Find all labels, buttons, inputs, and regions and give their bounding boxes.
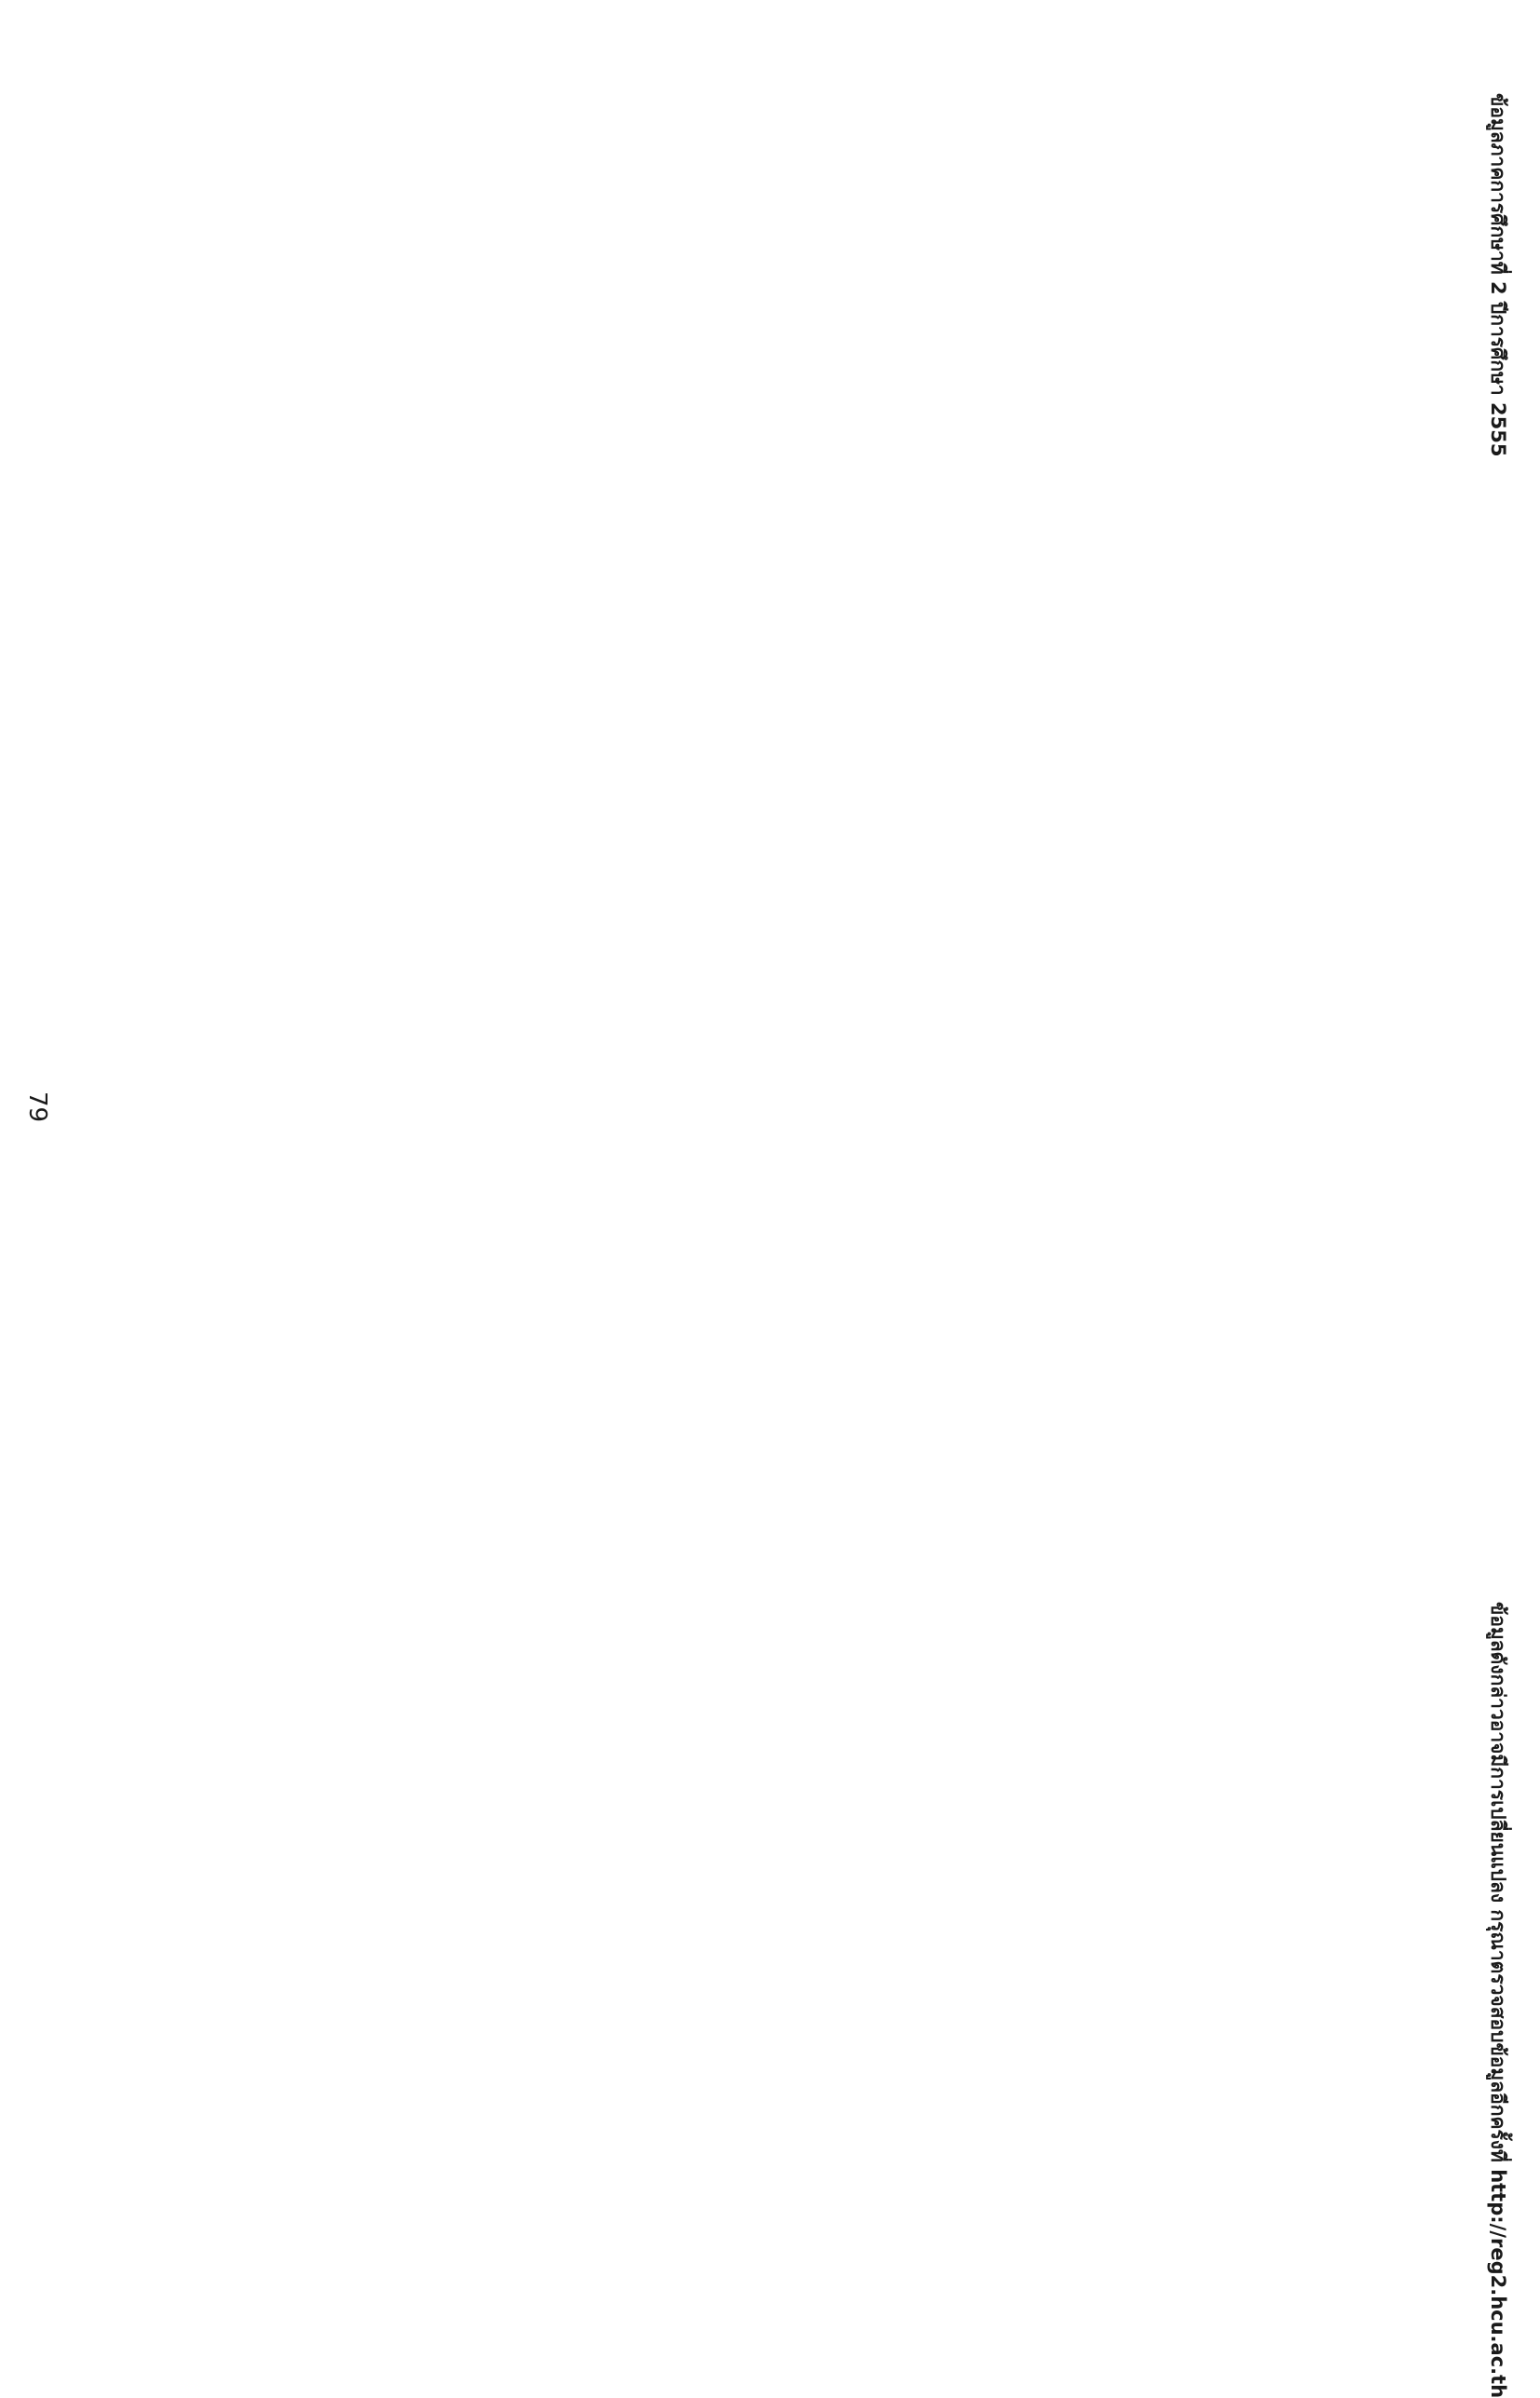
page-footer: ข้อมูลดังกล่าวอาจมีการเปลี่ยนแปลง กรุณาตรวจสอบข้อมูลอีกครั้งที่ http://reg2.hcu.ac.th [1487, 1602, 1509, 2398]
page-header: ข้อมูลภาคการศึกษาที่ 2 ปีการศึกษา 2555 [1487, 93, 1509, 457]
course-schedule-table [122, 97, 1431, 2054]
page-number: 79 [23, 1091, 51, 1123]
course-schedule-table-container [122, 97, 1431, 2054]
